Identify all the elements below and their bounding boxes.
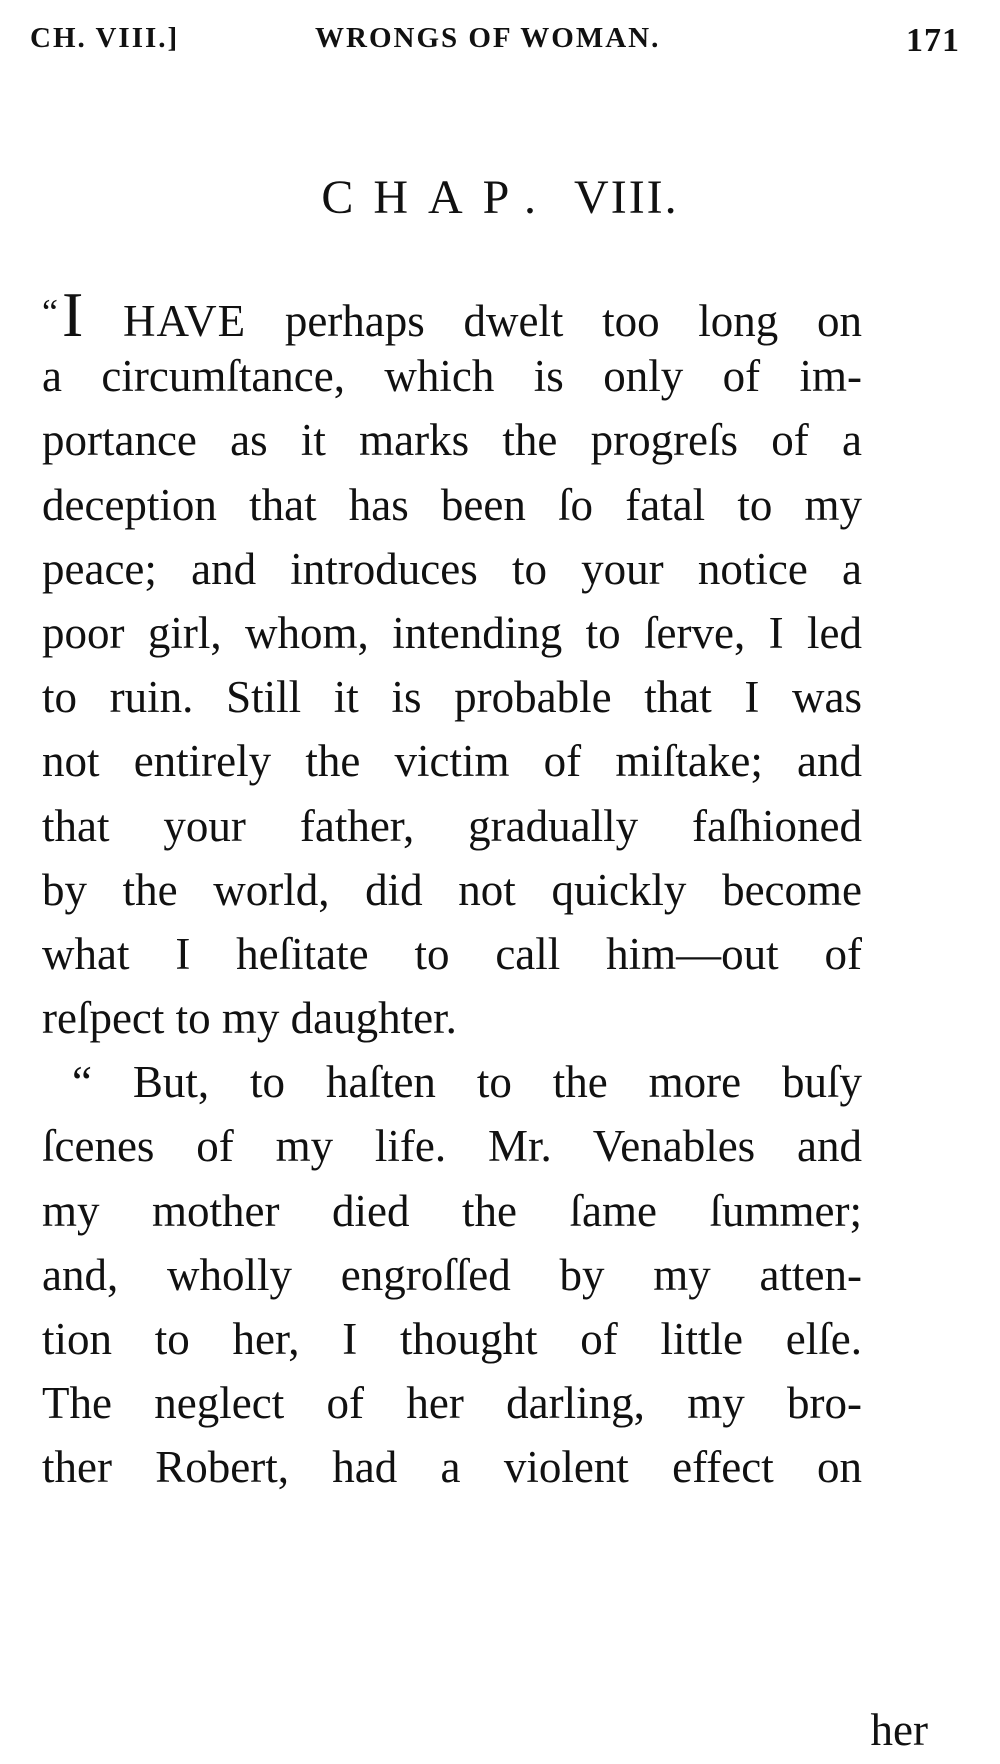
- text-line: and, wholly engroſſed by my atten-: [42, 1249, 862, 1300]
- chapter-label: CHAP.: [321, 171, 557, 224]
- text-line: a circumſtance, which is only of im-: [42, 351, 862, 402]
- text-line: that your father, gradually faſhioned: [42, 800, 862, 851]
- drop-cap: I: [61, 279, 84, 350]
- text-line: ſcenes of my life. Mr. Venables and: [42, 1121, 862, 1172]
- running-head-title: WRONGS OF WOMAN.: [315, 22, 661, 54]
- chapter-heading: [0, 170, 1000, 225]
- text-line: to ruin. Still it is probable that I was: [42, 672, 862, 723]
- text-line: tion to her, I thought of little elſe.: [42, 1314, 862, 1364]
- running-head: [30, 22, 960, 72]
- running-head-chapter: CH. VIII.]: [30, 22, 180, 54]
- catchword: her: [870, 1705, 928, 1755]
- text-line: [42, 279, 862, 350]
- chapter-number: VIII.: [574, 171, 679, 224]
- open-quote: “: [42, 292, 58, 332]
- text-line: by the world, did not quickly become: [42, 864, 862, 915]
- body-text: [42, 280, 862, 1500]
- text-line: not entirely the victim of miſtake; and: [42, 736, 862, 787]
- text-line: peace; and introduces to your notice a: [42, 543, 862, 594]
- first-word: HAVE: [83, 296, 247, 346]
- text-line: poor girl, whom, intending to ſerve, I led: [42, 607, 862, 658]
- text-line: reſpect to my daughter.: [42, 993, 457, 1044]
- text-line: my mother died the ſame ſummer;: [42, 1185, 862, 1236]
- text-line: “ But, to haſten to the more buſy: [72, 1057, 862, 1108]
- text-line: deception that has been ſo fatal to my: [42, 479, 862, 530]
- text-line: portance as it marks the progreſs of a: [42, 415, 862, 466]
- text-line: ther Robert, had a violent effect on: [42, 1442, 862, 1493]
- text-line: what I heſitate to call him—out of: [42, 928, 862, 979]
- page-number: 171: [906, 22, 960, 59]
- line-1-rest: perhaps dwelt too long on: [246, 296, 862, 346]
- text-line: The neglect of her darling, my bro-: [42, 1378, 862, 1429]
